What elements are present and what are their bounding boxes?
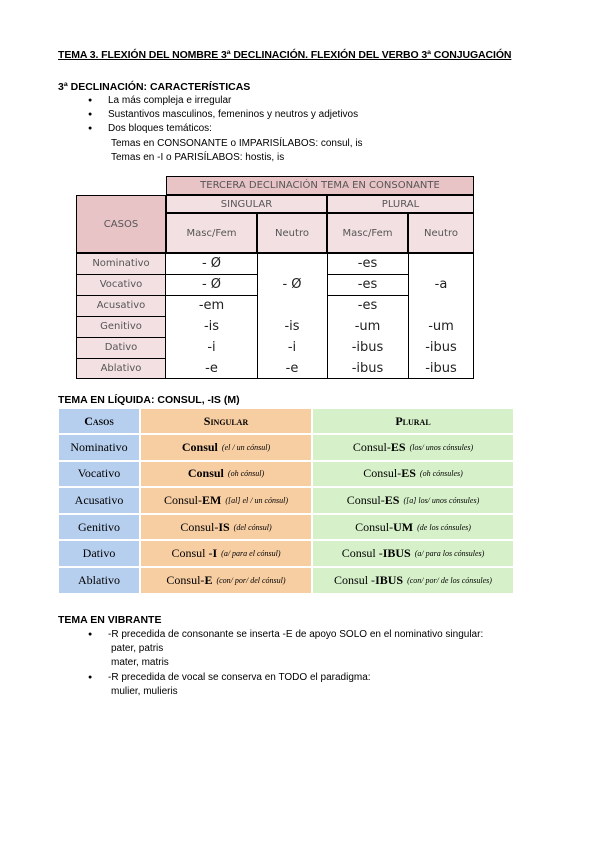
translation: (de los cónsules) <box>417 522 471 532</box>
sub-item: mulier, mulieris <box>111 686 178 697</box>
stem: Consul - <box>171 546 213 561</box>
plural-form <box>312 434 514 461</box>
sub-item: Temas en CONSONANTE o IMPARISÍLABOS: consul, is <box>111 138 363 149</box>
ending-cell: -em <box>198 298 225 313</box>
ending: ES <box>384 492 400 507</box>
plural-form <box>312 461 514 488</box>
ending-cell: -es <box>357 256 378 271</box>
singular-header: SINGULAR <box>166 195 327 213</box>
list-item: ● Dos bloques temáticos: <box>90 123 212 134</box>
translation: (los/ unos cónsules) <box>409 442 474 452</box>
stem: Consul <box>187 466 224 481</box>
list-item: ● La más compleja e irregular <box>90 95 231 106</box>
ending-cell: -i <box>207 340 216 355</box>
ending-cell: -e <box>285 361 299 376</box>
singular-header: Singular <box>140 408 312 434</box>
stem: Consul- <box>355 519 394 534</box>
singular-form <box>140 540 312 567</box>
plural-form <box>312 567 514 594</box>
section-heading-vibrante: TEMA EN VIBRANTE <box>58 614 162 626</box>
case-label: Nominativo <box>92 258 150 269</box>
translation: (con/ por/ del cónsul) <box>216 575 286 585</box>
case-label: Acusativo <box>58 487 140 514</box>
ending: IS <box>218 519 230 534</box>
stem: Consul - <box>341 546 383 561</box>
table-title: TERCERA DECLINACIÓN TEMA EN CONSONANTE <box>166 176 474 195</box>
list-item: ● Sustantivos masculinos, femeninos y neutros y adjetivos <box>90 109 358 120</box>
ending: I <box>212 546 218 561</box>
case-label: Acusativo <box>96 300 146 311</box>
neutro-header: Neutro <box>257 213 327 253</box>
stem: Consul- <box>352 439 391 454</box>
neutro-header: Neutro <box>408 213 474 253</box>
section-heading-liquida: TEMA EN LÍQUIDA: CONSUL, -IS (M) <box>58 394 240 406</box>
ending-cell: -i <box>287 340 297 355</box>
case-label: Dativo <box>58 540 140 567</box>
ending: ES <box>401 466 416 481</box>
case-label: Genitivo <box>100 321 142 332</box>
stem: Consul- <box>363 466 402 481</box>
sub-item: Temas en -I o PARISÍLABOS: hostis, is <box>111 152 285 163</box>
stem: Consul - <box>334 572 376 587</box>
translation: (a/ para los cónsules) <box>414 549 485 559</box>
ending: IBUS <box>382 546 411 561</box>
plural-header: PLURAL <box>327 195 474 213</box>
list-item: ● -R precedida de consonante se inserta -E de apoyo SOLO en el nominativo singular: <box>90 629 483 640</box>
ending-cell: -is <box>284 319 300 334</box>
singular-form <box>140 487 312 514</box>
ending-cell: -ibus <box>425 340 457 355</box>
plural-form <box>312 514 514 541</box>
plural-header: Plural <box>312 408 514 434</box>
case-label: Genitivo <box>58 514 140 541</box>
ending-cell: - Ø <box>201 277 222 292</box>
singular-form <box>140 567 312 594</box>
page-title: TEMA 3. FLEXIÓN DEL NOMBRE 3ª DECLINACIÓN. FLEXIÓN DEL VERBO 3ª CONJUGACIÓN <box>58 49 512 61</box>
translation: ([a] los/ unos cónsules) <box>403 495 480 505</box>
ending: EM <box>202 492 222 507</box>
ending-cell: -is <box>203 319 220 334</box>
ending: E <box>204 572 213 587</box>
singular-form <box>140 434 312 461</box>
ending-cell: -um <box>428 319 454 334</box>
translation: (a/ para el cónsul) <box>221 549 281 559</box>
translation: (oh cónsules) <box>419 469 463 479</box>
ending: ES <box>390 439 406 454</box>
ending: IBUS <box>375 572 404 587</box>
consul-table <box>58 408 514 594</box>
singular-form <box>140 514 312 541</box>
translation: (del cónsul) <box>233 522 272 532</box>
ending-cell: - Ø <box>201 256 222 271</box>
sub-item: pater, patris <box>111 643 164 654</box>
ending-cell: -es <box>357 277 378 292</box>
stem: Consul- <box>166 572 205 587</box>
mascfem-header: Masc/Fem <box>327 213 408 253</box>
list-item: ● -R precedida de vocal se conserva en TODO el paradigma: <box>90 672 371 683</box>
translation: ([al] el / un cónsul) <box>225 495 289 505</box>
stem: Consul- <box>180 519 219 534</box>
case-label: Ablativo <box>100 363 142 374</box>
ending-cell: -ibus <box>351 340 384 355</box>
casos-header: CASOS <box>76 195 166 253</box>
ending-cell: -a <box>434 277 448 292</box>
case-label: Dativo <box>104 342 138 353</box>
ending-cell: -um <box>354 319 381 334</box>
ending-cell: -ibus <box>351 361 384 376</box>
singular-form <box>140 461 312 488</box>
plural-form <box>312 487 514 514</box>
plural-form <box>312 540 514 567</box>
ending-cell: -es <box>357 298 378 313</box>
stem: Consul- <box>346 492 385 507</box>
casos-header: Casos <box>58 408 140 434</box>
ending-cell: -ibus <box>425 361 457 376</box>
translation: (oh cónsul) <box>227 469 265 479</box>
section-heading-caracteristicas: 3ª DECLINACIÓN: CARACTERÍSTICAS <box>58 81 251 93</box>
case-label: Ablativo <box>58 567 140 594</box>
case-label: Nominativo <box>58 434 140 461</box>
sub-item: mater, matris <box>111 657 169 668</box>
declension-table <box>76 176 474 379</box>
ending: UM <box>393 519 414 534</box>
mascfem-header: Masc/Fem <box>166 213 257 253</box>
translation: (con/ por/ de los cónsules) <box>407 575 492 585</box>
ending-cell: - Ø <box>282 277 302 292</box>
case-label: Vocativo <box>99 279 143 290</box>
stem: Consul- <box>163 492 202 507</box>
case-label: Vocativo <box>58 461 140 488</box>
ending-cell: -e <box>205 361 218 376</box>
stem: Consul <box>181 439 218 454</box>
translation: (el / un cónsul) <box>221 442 271 452</box>
